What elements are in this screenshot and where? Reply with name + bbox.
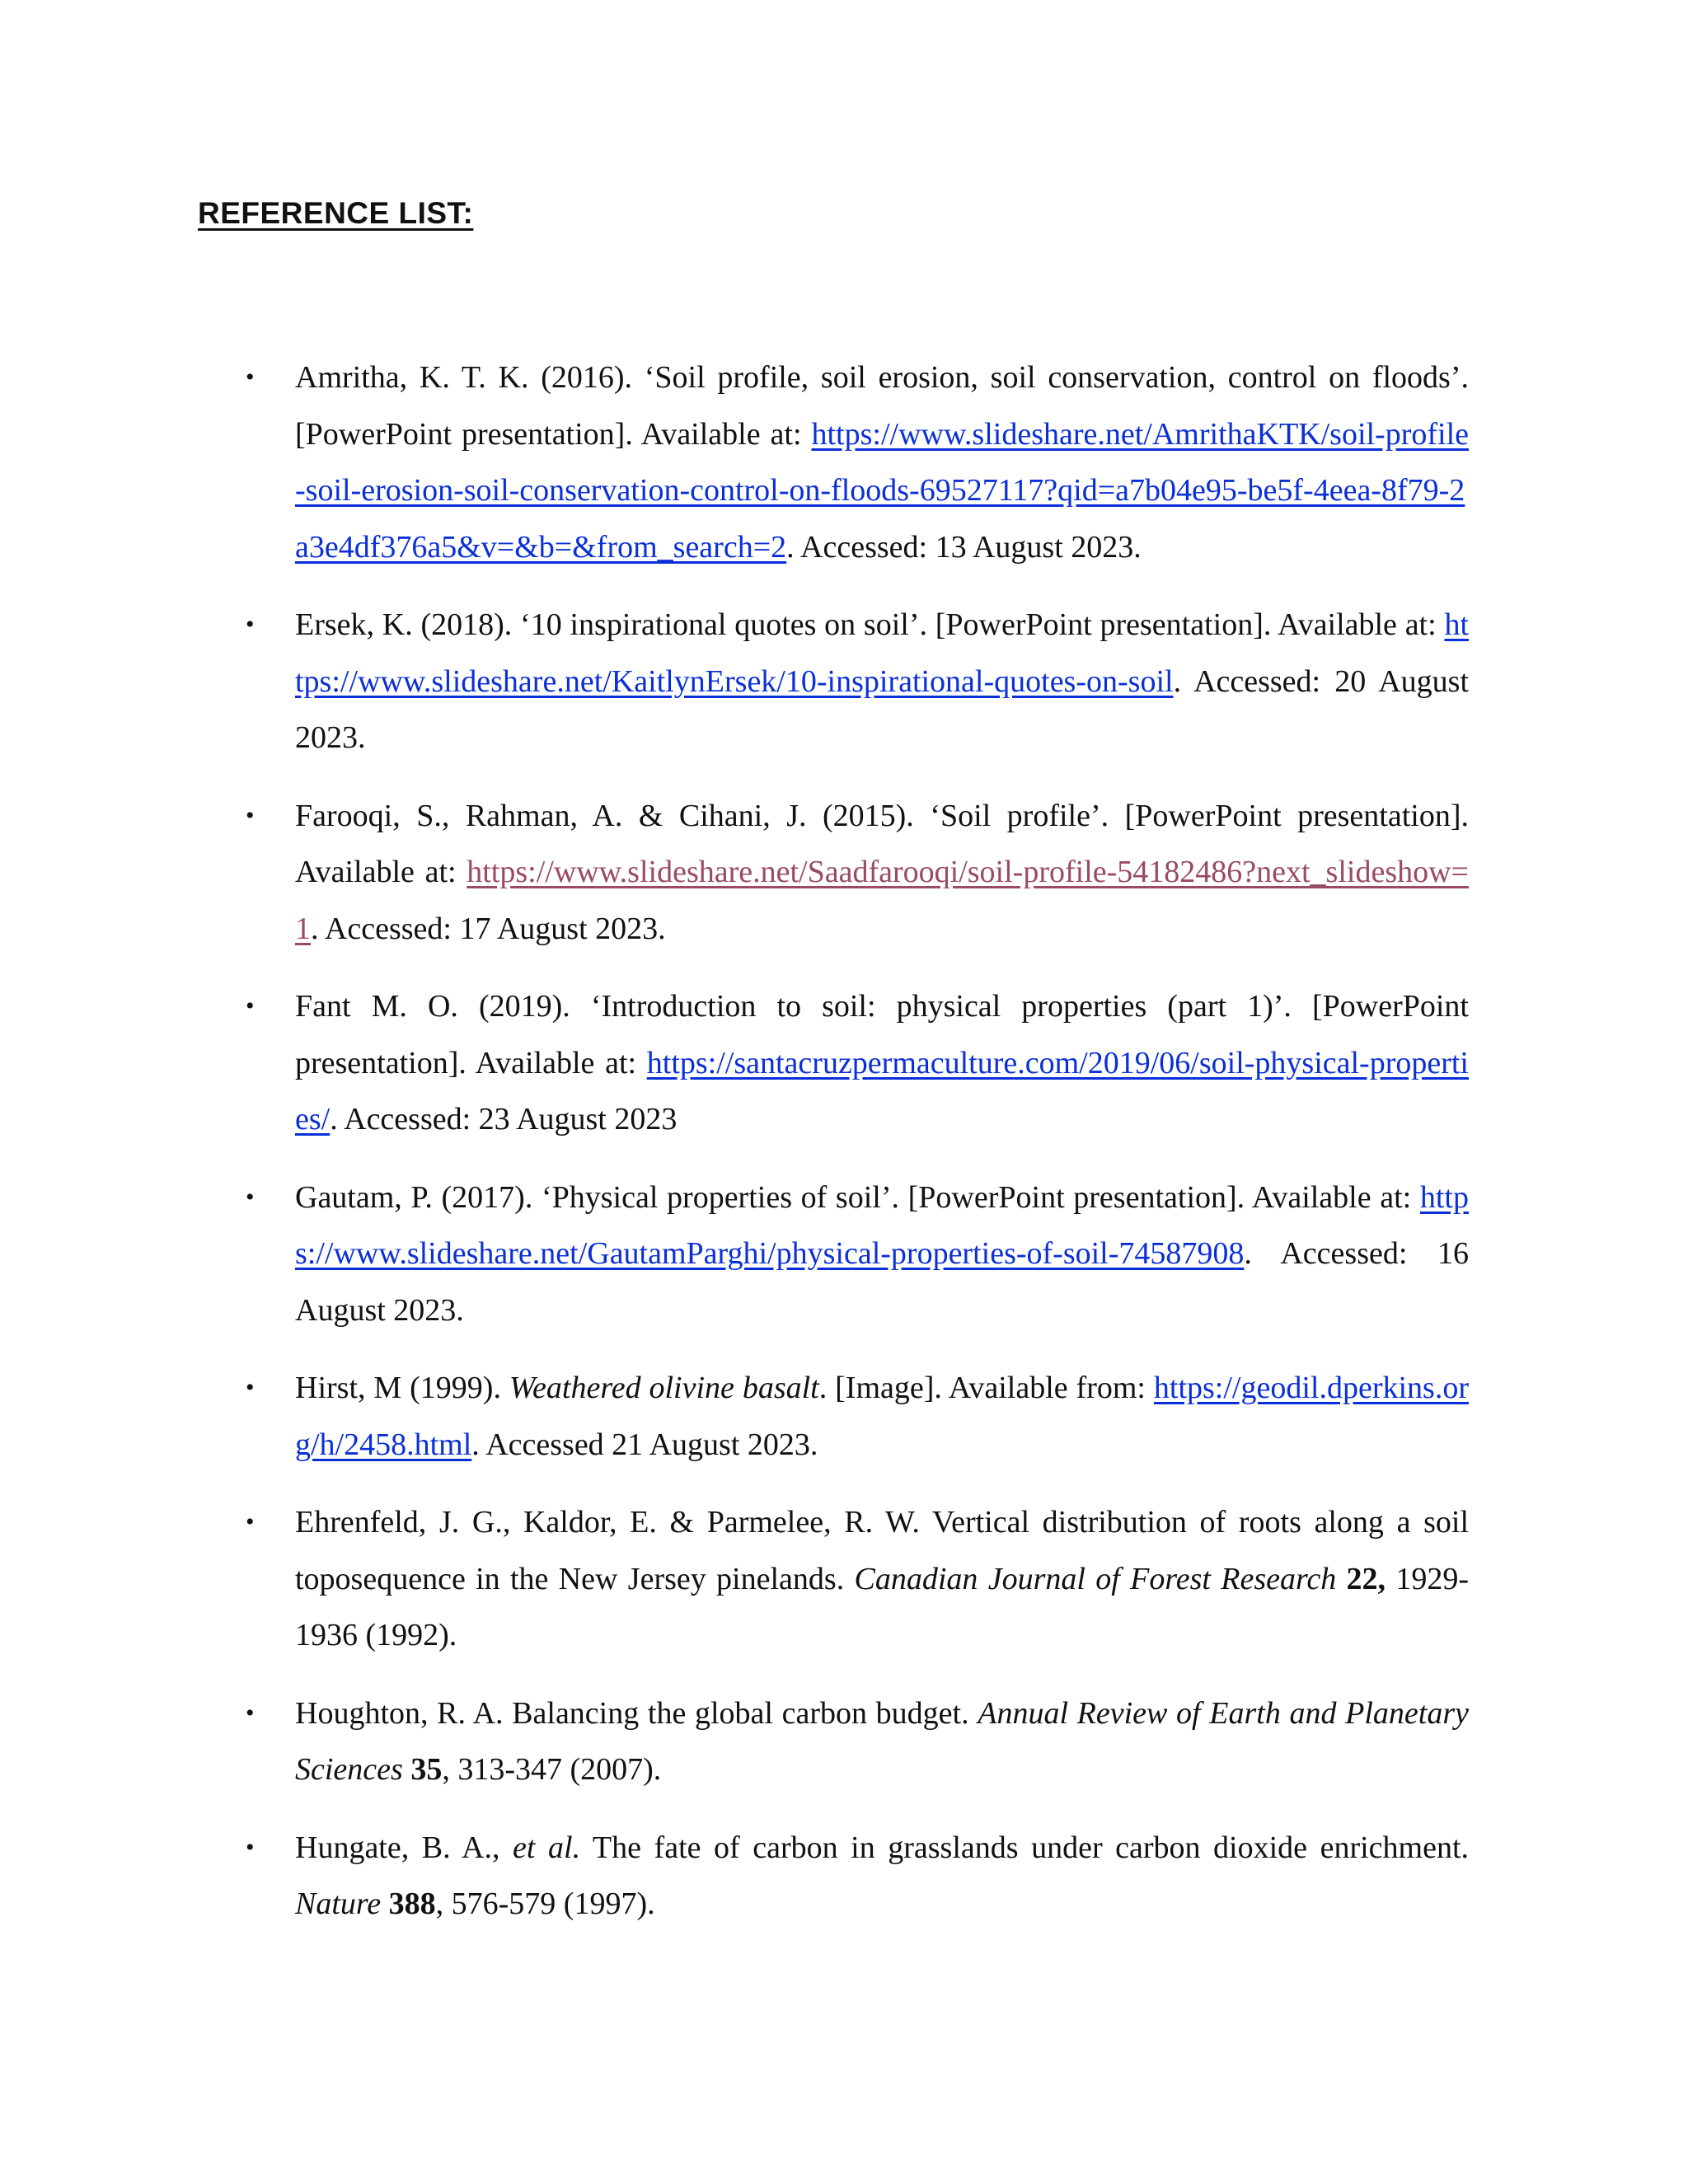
reference-link[interactable]: https://www.slideshare.net/KaitlynErsek/10-inspirational-quotes-on-soil bbox=[295, 607, 1469, 699]
reference-accessed: . Accessed: 17 August 2023. bbox=[311, 911, 666, 946]
journal-name: Canadian Journal of Forest Research bbox=[854, 1561, 1337, 1596]
reference-text: Farooqi, S., Rahman, A. & Cihani, J. (2015). ‘Soil profile’. [PowerPoint presentation]. Available at: bbox=[295, 798, 1469, 889]
journal-volume: 35 bbox=[410, 1752, 443, 1787]
bullet-icon: • bbox=[246, 1183, 255, 1211]
reference-item bbox=[198, 1820, 1469, 1933]
reference-text-mid: The fate of carbon in grasslands under carbon dioxide enrichment. bbox=[580, 1830, 1470, 1865]
reference-item bbox=[198, 788, 1469, 958]
bullet-icon: • bbox=[246, 1833, 255, 1861]
reference-text-mid: . [Image]. Available from: bbox=[818, 1371, 1154, 1405]
reference-pages: , 576-579 (1997). bbox=[435, 1886, 655, 1921]
reference-item bbox=[198, 1360, 1469, 1473]
bullet-icon: • bbox=[246, 611, 255, 638]
reference-accessed: . Accessed: 13 August 2023. bbox=[786, 529, 1142, 565]
reference-title: Weathered olivine basalt bbox=[509, 1371, 819, 1405]
reference-accessed: . Accessed: 16 August 2023. bbox=[295, 1236, 1469, 1328]
bullet-icon: • bbox=[246, 1374, 255, 1401]
reference-item bbox=[198, 349, 1469, 575]
journal-name: Annual Review of Earth and Planetary Sciences bbox=[295, 1695, 1469, 1787]
reference-pages: , 313-347 (2007). bbox=[442, 1752, 662, 1787]
bullet-icon: • bbox=[246, 992, 255, 1019]
bullet-icon: • bbox=[246, 1699, 255, 1727]
reference-pages: 1929-1936 (1992). bbox=[295, 1561, 1469, 1652]
reference-text: Houghton, R. A. Balancing the global carbon budget. bbox=[295, 1695, 978, 1731]
reference-text: Hungate, B. A., bbox=[295, 1830, 513, 1865]
page-title: REFERENCE LIST: bbox=[198, 196, 474, 230]
reference-text: Ehrenfeld, J. G., Kaldor, E. & Parmelee, R. W. Vertical distribution of roots along a soil toposequence in the New Jersey pinelands. bbox=[295, 1505, 1469, 1596]
bullet-icon: • bbox=[246, 1508, 255, 1535]
reference-link[interactable]: https://geodil.dperkins.org/h/2458.html bbox=[295, 1371, 1469, 1462]
bullet-icon: • bbox=[246, 363, 255, 391]
reference-link[interactable]: https://www.slideshare.net/GautamParghi/physical-properties-of-soil-74587908 bbox=[295, 1179, 1469, 1271]
bullet-icon: • bbox=[246, 801, 255, 829]
reference-item bbox=[198, 1685, 1469, 1798]
reference-item bbox=[198, 597, 1469, 766]
reference-link-visited[interactable]: https://www.slideshare.net/Saadfarooqi/soil-profile-54182486?next_slideshow=1 bbox=[295, 855, 1469, 946]
reference-list bbox=[198, 349, 1469, 1954]
reference-text: Gautam, P. (2017). ‘Physical properties of soil’. [PowerPoint presentation]. Available at: bbox=[295, 1179, 1420, 1215]
journal-volume: 22, bbox=[1346, 1561, 1386, 1596]
reference-item bbox=[198, 1169, 1469, 1339]
reference-text: Hirst, M (1999). bbox=[295, 1371, 509, 1405]
reference-item bbox=[198, 978, 1469, 1148]
et-al: et al. bbox=[513, 1830, 581, 1865]
reference-link[interactable]: https://www.slideshare.net/AmrithaKTK/soil-profile-soil-erosion-soil-conservation-control-on-floods-69527117?qid=a7b04e95-be5f-4eea-8f79-2a3e4df376a5&v=&b=&from_search=2 bbox=[295, 416, 1469, 565]
reference-text: Ersek, K. (2018). ‘10 inspirational quotes on soil’. [PowerPoint presentation]. Available at: bbox=[295, 607, 1445, 642]
journal-name: Nature bbox=[295, 1886, 382, 1921]
reference-item bbox=[198, 1494, 1469, 1664]
journal-volume: 388 bbox=[388, 1886, 436, 1921]
reference-text: Fant M. O. (2019). ‘Introduction to soil: physical properties (part 1)’. [PowerPoint presentation]. Available at: bbox=[295, 989, 1469, 1080]
reference-accessed: . Accessed: 20 August 2023. bbox=[295, 663, 1469, 755]
reference-accessed: . Accessed: 23 August 2023 bbox=[330, 1102, 678, 1137]
reference-accessed: . Accessed 21 August 2023. bbox=[471, 1427, 818, 1462]
reference-link[interactable]: https://santacruzpermaculture.com/2019/06/soil-physical-properties/ bbox=[295, 1045, 1469, 1137]
reference-text: Amritha, K. T. K. (2016). ‘Soil profile, soil erosion, soil conservation, control on floods’. [PowerPoint presentation]. Available at: bbox=[295, 360, 1469, 452]
